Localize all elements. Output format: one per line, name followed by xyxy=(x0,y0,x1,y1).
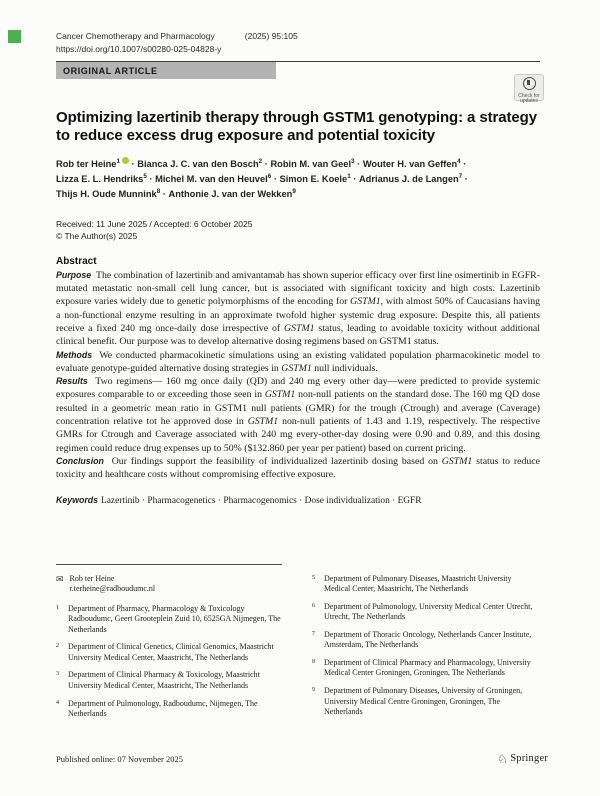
keywords-values: Lazertinib · Pharmacogenetics · Pharmacogenomics · Dose individualization · EGFR xyxy=(101,495,422,506)
correspondence-block xyxy=(56,574,282,595)
footnote-column-right xyxy=(312,574,538,727)
received-dates: Received: 11 June 2025 / Accepted: 6 October 2025 xyxy=(56,219,253,229)
affiliation-sup: 1 xyxy=(347,173,351,181)
springer-knight-icon: ♘ xyxy=(497,751,509,766)
abstract-purpose xyxy=(56,269,540,349)
springer-logo xyxy=(497,753,548,764)
keywords-label: Keywords xyxy=(56,494,99,505)
author: Michel M. van den Heuvel$^6$ · xyxy=(155,174,279,184)
author: Anthonie J. van der Wekken$^9$ xyxy=(168,188,296,200)
affiliation-sup: 8 xyxy=(156,188,161,196)
affiliation-item: 7 Department of Thoracic Oncology, Netherlands Cancer Institute, Amsterdam, The Netherlands xyxy=(312,629,532,650)
check-for-updates-badge[interactable] xyxy=(514,74,544,104)
author-list xyxy=(56,157,540,202)
affiliation-item: 8 Department of Clinical Pharmacy and Pharmacology, University Medical Center Groningen, Groningen, The Netherlands xyxy=(312,657,531,678)
affiliation-item: 1 Department of Pharmacy, Pharmacology & Toxicology Radboudumc, Geert Grooteplein Zuid 10, 6525GA Nijmegen, The Netherlands xyxy=(56,603,281,634)
affiliation-item: 2 Department of Clinical Genetics, Clinical Genomics, Maastricht University Medical Center, Maastricht, The Netherlands xyxy=(56,642,274,662)
crossmark-icon xyxy=(523,77,536,90)
section-label: Purpose xyxy=(56,269,92,280)
affiliation-sup: 9 xyxy=(292,188,296,196)
springer-wordmark: Springer xyxy=(510,753,548,764)
affiliation-item: 3 Department of Clinical Pharmacy & Toxicology, Maastricht University Medical Center, Maastricht, The Netherlands xyxy=(56,670,260,690)
footnote-rule xyxy=(56,564,282,565)
journal-citation: (2025) 95:105 xyxy=(244,31,298,41)
affiliation-sup: 7 xyxy=(458,173,463,181)
corresponding-author: Rob ter Heine xyxy=(69,573,115,583)
journal-header xyxy=(56,30,540,56)
abstract-results xyxy=(56,375,540,455)
author: Simon E. Koele$^1$ · xyxy=(280,174,359,184)
abstract-conclusion xyxy=(56,455,540,482)
abstract-section xyxy=(56,256,540,482)
affiliation-item: 9 Department of Pulmonary Diseases, University of Groningen, University Medical Centre Groningen, Groningen, The Netherlands xyxy=(312,686,523,717)
green-marker-icon xyxy=(8,30,21,43)
author: Bianca J. C. van den Bosch$^2$ · xyxy=(137,159,270,169)
affiliation-item: 4 Department of Pulmonology, Radboudumc, Nijmegen, The Netherlands xyxy=(56,698,258,719)
author: Rob ter Heine$^1$ · xyxy=(56,159,137,169)
affiliation-sup: 3 xyxy=(351,158,355,166)
footnotes xyxy=(56,574,540,727)
published-online: Published online: 07 November 2025 xyxy=(56,754,184,764)
article-type-bar: ORIGINAL ARTICLE xyxy=(56,62,276,79)
author: Lizza E. L. Hendriks$^5$ · xyxy=(56,174,155,184)
journal-line xyxy=(56,30,540,43)
section-label: Methods xyxy=(56,349,93,360)
abstract-heading: Abstract xyxy=(56,255,97,267)
section-text: We conducted pharmacokinetic simulations using an existing validated population pharmacokinetic model to evaluate genotype-guided alternative dosing strategies in GSTM1 null individuals. xyxy=(56,349,540,374)
section-label: Conclusion xyxy=(56,456,104,466)
section-text: Two regimens— 160 mg once daily (QD) and 240 mg every other day—were predicted to provide systemic exposures comparable to or exceeding those seen in GSTM1 non-null patients on the standard dose. The 160 mg QD dose resulted in a geometric mean ratio in GSTM1 null patients (GMR) for the trough (Ctrough) and average (Caverage) concentration relative tot he approved dose in GSTM1 non-null patients of 1.43 and 1.19, respectively. The respective GMRs for Ctrough and Caverage associated with 240 mg every-other-day dosing were 0.90 and 0.89, and this dosing regimen could reduce drug expenses up to 50% ($132.860 per year per patient) based on current pricing. xyxy=(56,376,540,454)
affiliation-sup: 4 xyxy=(457,158,461,166)
page-bottom xyxy=(56,753,548,764)
author: Wouter H. van Geffen$^4$ · xyxy=(363,159,467,169)
orcid-icon[interactable] xyxy=(122,157,129,164)
author: Adrianus J. de Langen$^7$ · xyxy=(359,174,468,184)
author: Thijs H. Oude Munnink$^8$ · xyxy=(56,189,169,199)
section-text: The combination of lazertinib and amivantamab has shown superior efficacy over first line osimertinib in EGFR-mutated metastatic non-small cell lung cancer, but is associated with significant toxicity and high costs. Lazertinib exposure varies widely due to genetic polymorphisms of the encoding for GSTM1, with almost 50% of Caucasians having a non-functional enzyme resulting in an approximate twofold higher systemic drug exposure. Despite this, all patients receive a fixed 240 mg once-daily dose irrespective of GSTM1 status, leading to avoidable toxicity without additional clinical benefit. Our purpose was to develop alternative dosing regimens based on GSTM1 status. xyxy=(56,269,541,348)
affiliation-sup: 1 xyxy=(116,158,120,166)
copyright-line: © The Author(s) 2025 xyxy=(56,231,138,242)
affiliation-sup: 2 xyxy=(258,158,263,166)
corresponding-email[interactable]: r.terheine@radboudumc.nl xyxy=(69,584,156,594)
section-label: Results xyxy=(56,376,88,387)
author: Robin M. van Geel$^3$ · xyxy=(270,159,362,169)
article-title: Optimizing lazertinib therapy through GSTM1 genotyping: a strategy to reduce excess drug exposure and potential toxicity xyxy=(56,108,537,144)
affiliation-sup: 6 xyxy=(267,173,272,181)
abstract-methods xyxy=(56,349,540,376)
keywords-line xyxy=(56,495,540,506)
journal-name: Cancer Chemotherapy and Pharmacology xyxy=(56,31,215,41)
mail-icon: ✉ xyxy=(56,573,64,584)
affiliation-item: 6 Department of Pulmonology, University Medical Center Utrecht, Utrecht, The Netherlands xyxy=(312,601,533,622)
section-text: Our findings support the feasibility of individualized lazertinib dosing based on GSTM1 status to reduce toxicity and healthcare costs without compromising effective exposure. xyxy=(56,456,540,481)
footnote-column-left xyxy=(56,574,282,727)
check-badge-text-line2: updates xyxy=(520,97,538,104)
check-badge-text-line1: Check for xyxy=(518,93,540,99)
affiliation-sup: 5 xyxy=(143,173,147,181)
doi-link[interactable]: https://doi.org/10.1007/s00280-025-04828-y xyxy=(56,43,222,54)
affiliation-item: 5 Department of Pulmonary Diseases, Maastricht University Medical Center, Maastricht, The Netherlands xyxy=(312,573,512,594)
